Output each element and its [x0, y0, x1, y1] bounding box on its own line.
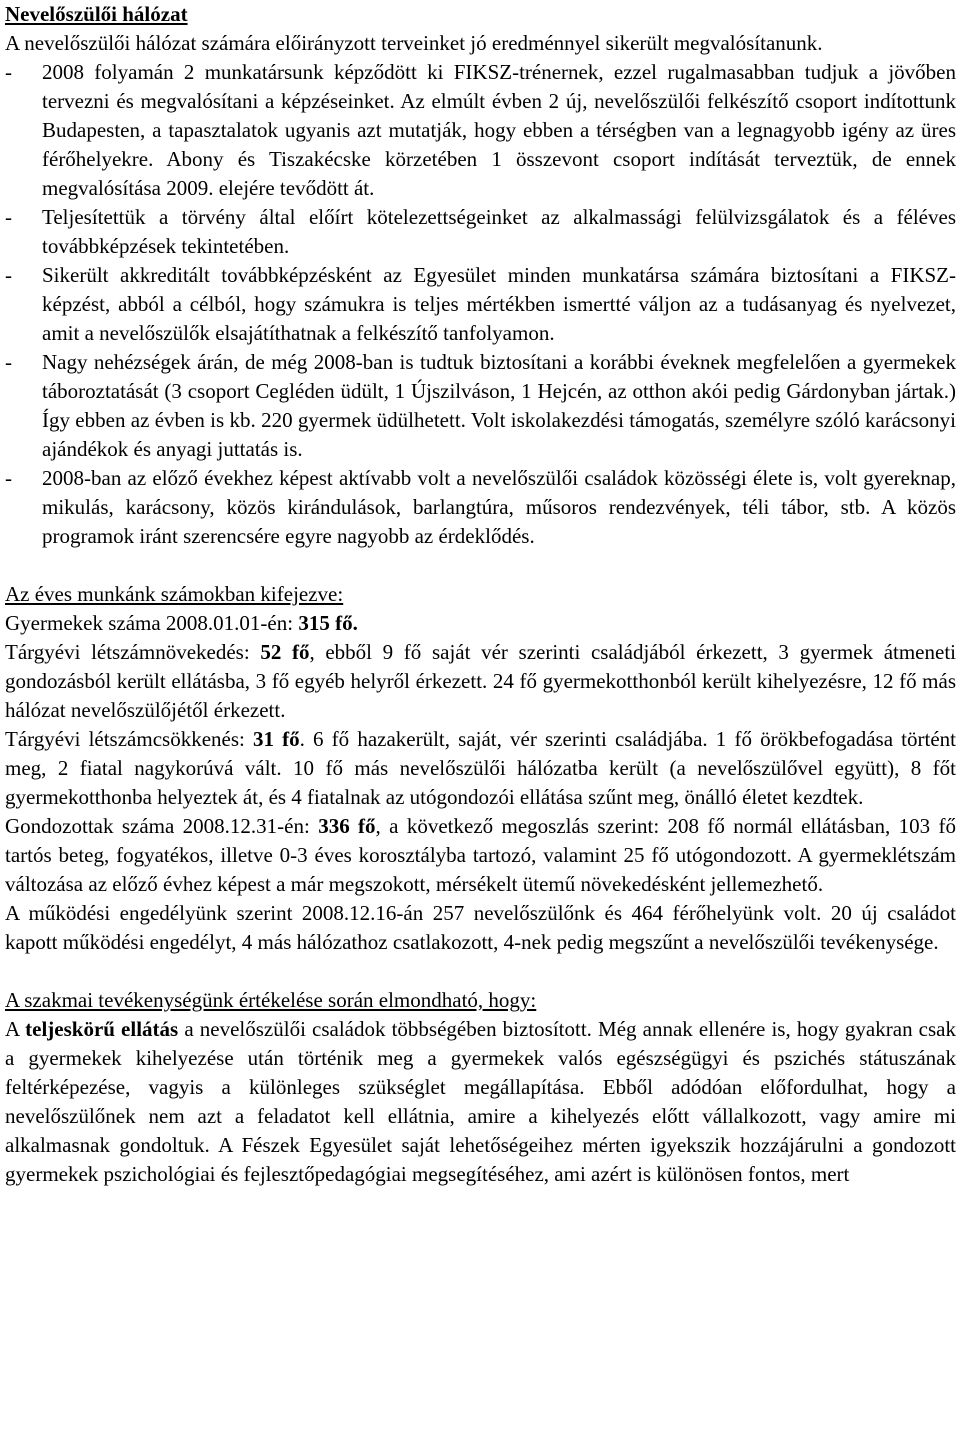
stats-value: 52 fő [260, 640, 310, 664]
list-item: - Teljesítettük a törvény által előírt kötelezettségeinket az alkalmassági felülvizsgálatok és a féléves továbbképzések tekintetében. [5, 203, 956, 261]
achievements-list [5, 58, 956, 551]
evaluation-text: A [5, 1017, 26, 1041]
stats-text: . 6 fő hazakerült, saját, vér szerinti családjába. 1 fő örökbefogadása történt meg, 2 fiatal nagykorúvá vált. 10 fő más nevelőszülői hálózatba került (a nevelőszülővel együtt), 8 főt gyermekotthonba helyeztek át, és 4 fiatalnak az utógondozói ellátása szűnt meg, önálló életet kezdtek. [5, 727, 956, 809]
section-title: Nevelőszülői hálózat [5, 2, 188, 26]
spacer [5, 957, 956, 986]
stats-line-license: A működési engedélyünk szerint 2008.12.16-án 257 nevelőszülőnk és 464 férőhelyünk volt. 20 új családot kapott működési engedélyt, 4 más hálózathoz csatlakozott, 4-nek pedig megszűnt a nevelőszülői tevékenysége. [5, 901, 956, 954]
evaluation-paragraph [5, 1015, 956, 1189]
list-item: - 2008-ban az előző évekhez képest aktívabb volt a nevelőszülői családok közösségi élete is, volt gyereknap, mikulás, karácsony, közös kirándulások, barlangtúra, műsoros rendezvények, téli tábor, stb. A közös programok iránt szerencsére egyre nagyobb az érdeklődés. [5, 464, 956, 551]
stats-text: . [352, 611, 358, 635]
intro-paragraph: A nevelőszülői hálózat számára előirányzott terveinket jó eredménnyel sikerült megvalósítanunk. [5, 31, 823, 55]
stats-line-decrease [5, 725, 956, 812]
stats-text: Gondozottak száma 2008.12.31-én: [5, 814, 319, 838]
stats-value: 336 fő [318, 814, 376, 838]
stats-line-increase [5, 638, 956, 725]
list-item: - Sikerült akkreditált továbbképzésként az Egyesület minden munkatársa számára biztosítani a FIKSZ-képzést, abból a célból, hogy számukra is teljes mértékben ismertté váljon az a tudásanyag és nyelvezet, amit a nevelőszülők elsajátíthatnak a felkészítő tanfolyamon. [5, 261, 956, 348]
stats-text: Tárgyévi létszámnövekedés: [5, 640, 261, 664]
stats-text: , ebből 9 fő saját vér szerinti családjából érkezett, 3 gyermek átmeneti gondozásból került ellátásba, 3 fő egyéb helyről érkezett. 24 fő gyermekotthonból került kihelyezésre, 12 fő más hálózat nevelőszülőjétől érkezett. [5, 640, 956, 722]
document-page [5, 0, 956, 1189]
stats-value: 31 fő [253, 727, 300, 751]
list-item: - Nagy nehézségek árán, de még 2008-ban is tudtuk biztosítani a korábbi éveknek megfelelően a gyermekek táboroztatását (3 csoport Cegléden üdült, 1 Újszilváson, 1 Hejcén, az otthon akói pedig Gárdonyban jártak.) Így ebben az évben is kb. 220 gyermek üdülhetett. Volt iskolakezdési támogatás, személyre szóló karácsonyi ajándékok és anyagi juttatás is. [5, 348, 956, 464]
stats-text: Tárgyévi létszámcsökkenés: [5, 727, 253, 751]
stats-value: 315 fő [298, 611, 353, 635]
evaluation-text: a nevelőszülői családok többségében biztosított. Még annak ellenére is, hogy gyakran csak a gyermekek kihelyezése után történik meg a gyermekek valós egészségügyi és pszichés státuszának feltérképezése, vagyis a különleges szükséglet megállapítása. Ebből adódóan előfordulhat, hogy a nevelőszülőnek nem azt a feladatot kell ellátnia, amire a kihelyezés előtt vállalkozott, vagy amire mi alkalmasnak gondoltuk. A Fészek Egyesület saját lehetőségeihez mérten igyekszik hozzájárulni a gondozott gyermekek pszichológiai és fejlesztőpedagógiai megsegítéséhez, ami azért is különösen fontos, mert [5, 1017, 956, 1186]
stats-line-children-start [5, 609, 956, 638]
stats-heading: Az éves munkánk számokban kifejezve: [5, 582, 344, 606]
stats-text: Gyermekek száma 2008.01.01-én: [5, 611, 299, 635]
list-item: - 2008 folyamán 2 munkatársunk képződött ki FIKSZ-trénernek, ezzel rugalmasabban tudjuk a jövőben tervezni és megvalósítani a képzéseinket. Az elmúlt évben 2 új, nevelőszülői felkészítő csoport indítottunk Budapesten, a tapasztalatok ugyanis azt mutatják, hogy ebben a térségben van a legnagyobb igény az üres férőhelyekre. Abony és Tiszakécske körzetében 1 összevont csoport indítását terveztük, de ennek megvalósítása 2009. elejére tevődött át. [5, 58, 956, 203]
evaluation-heading: A szakmai tevékenységünk értékelése során elmondható, hogy: [5, 988, 537, 1012]
stats-line-cared-for [5, 812, 956, 899]
stats-text: , a következő megoszlás szerint: 208 fő normál ellátásban, 103 fő tartós beteg, fogyatékos, illetve 0-3 éves korosztályba tartozó, valamint 25 fő utógondozott. A gyermeklétszám változása az előző évhez képest a már megszokott, mérsékelt ütemű növekedésként jellemezhető. [5, 814, 956, 896]
spacer [5, 551, 956, 580]
evaluation-emphasis: teljeskörű ellátás [25, 1017, 179, 1041]
